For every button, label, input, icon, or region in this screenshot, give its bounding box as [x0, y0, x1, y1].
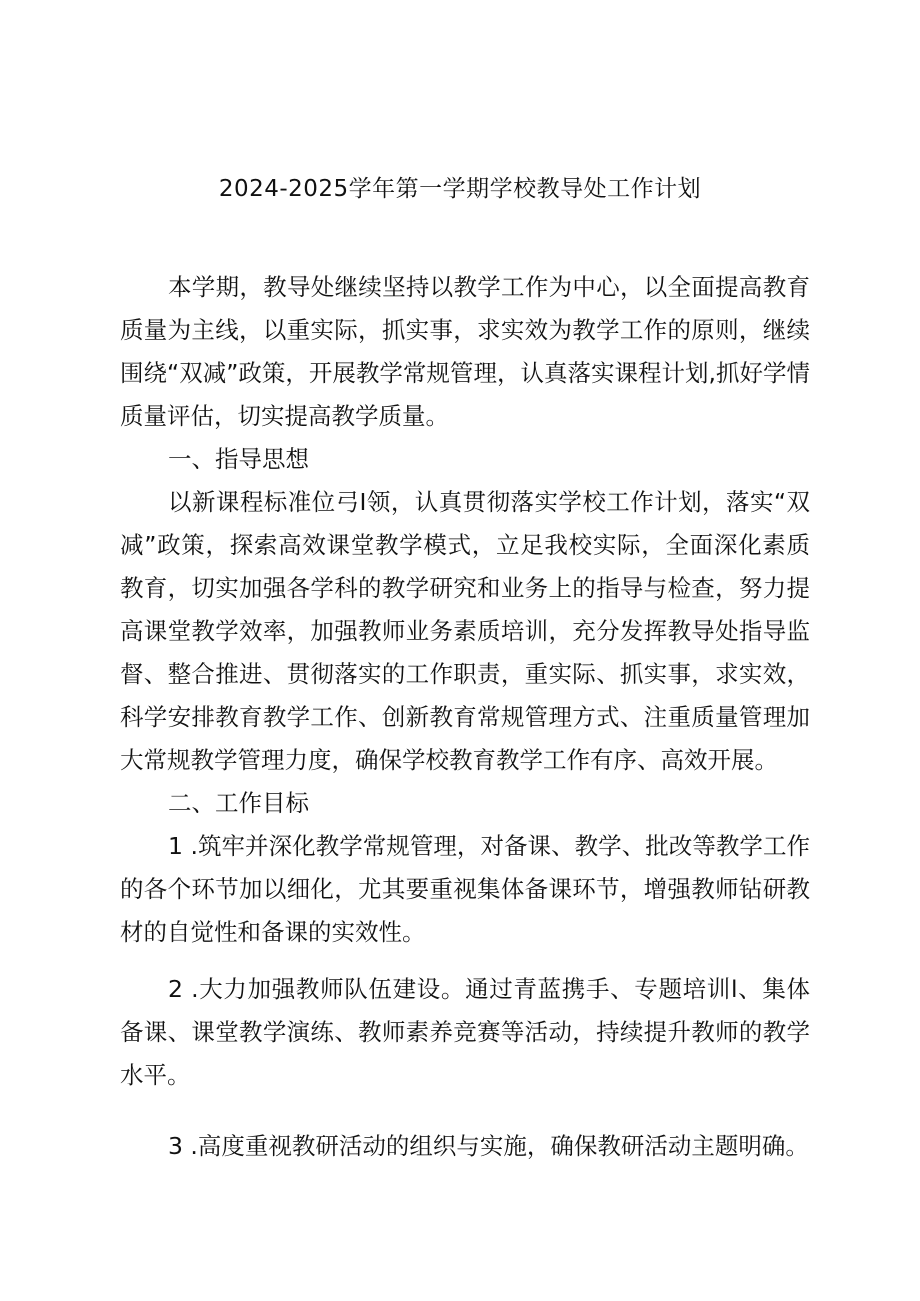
section-heading-work-goals: 二、工作目标 [168, 789, 309, 817]
guiding-thought-paragraph: 以新课程标准位弓I领，认真贯彻落实学校工作计划，落实“双减”政策，探索高效课堂教学模式，立足我校实际，全面深化素质教育，切实加强各学科的教学研究和业务上的指导与检查，努力提高课堂教学效率，加强教师业务素质培训，充分发挥教导处指导监督、整合推进、贯彻落实的工作职责，重实际、抓实事，求实效，科学安排教育教学工作、创新教育常规管理方式、注重质量管理加大常规教学管理力度，确保学校教育教学工作有序、高效开展。 [120, 488, 810, 774]
section-heading-guiding-thought: 一、指导思想 [168, 445, 309, 473]
work-goal-item-3: 3 .高度重视教研活动的组织与实施，确保教研活动主题明确。 [168, 1132, 809, 1160]
work-goal-item-2: 2 .大力加强教师队伍建设。通过青蓝携手、专题培训l、集体备课、课堂教学演练、教师素养竞赛等活动，持续提升教师的教学水平。 [120, 975, 810, 1089]
work-goal-item-1: 1 .筑牢并深化教学常规管理，对备课、教学、批改等教学工作的各个环节加以细化，尤其要重视集体备课环节，增强教师钻研教材的自觉性和备课的实效性。 [120, 832, 810, 946]
document-body [120, 266, 810, 1168]
document-title: 2024-2025学年第一学期学校教导处工作计划 [218, 176, 702, 202]
intro-paragraph: 本学期，教导处继续坚持以教学工作为中心，以全面提高教育质量为主线，以重实际，抓实事，求实效为教学工作的原则，继续围绕“双减”政策，开展教学常规管理，认真落实课程计划,抓好学情质量评估，切实提高教学质量。 [120, 273, 810, 430]
